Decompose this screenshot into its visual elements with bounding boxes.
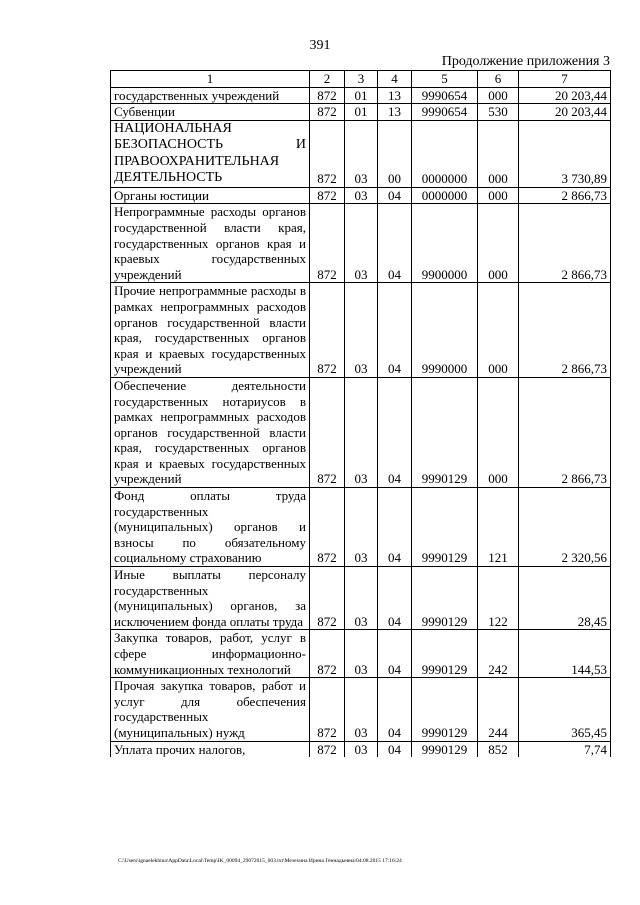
- gr-code-cell: 872: [310, 187, 345, 204]
- target-article-cell: 9990654: [412, 87, 478, 104]
- target-article-cell: 0000000: [412, 187, 478, 204]
- target-article-cell: 9990129: [412, 567, 478, 630]
- continuation-note: Продолжение приложения 3: [441, 54, 610, 69]
- table-row: [111, 120, 611, 187]
- table-row: [111, 678, 611, 741]
- expense-type-cell: 000: [478, 120, 519, 187]
- gr-code-cell: 872: [310, 567, 345, 630]
- name-cell: Органы юстиции: [111, 187, 310, 204]
- section-cell: 03: [345, 120, 378, 187]
- target-article-cell: 9990129: [412, 678, 478, 741]
- gr-code-cell: 872: [310, 204, 345, 283]
- name-cell: Субвенции: [111, 104, 310, 121]
- expense-type-cell: 000: [478, 377, 519, 487]
- amount-cell: 3 730,89: [519, 120, 611, 187]
- target-article-cell: 9990129: [412, 630, 478, 678]
- budget-table: [110, 70, 611, 757]
- target-article-cell: 9990129: [412, 741, 478, 757]
- expense-type-cell: 852: [478, 741, 519, 757]
- table-row: [111, 741, 611, 757]
- gr-code-cell: 872: [310, 741, 345, 757]
- amount-cell: 365,45: [519, 678, 611, 741]
- subsection-cell: 04: [378, 488, 412, 567]
- table-row: [111, 87, 611, 104]
- header-cell: 3: [345, 71, 378, 88]
- gr-code-cell: 872: [310, 120, 345, 187]
- expense-type-cell: 000: [478, 87, 519, 104]
- section-cell: 01: [345, 104, 378, 121]
- name-cell: Прочие непрограммные расходы в рамках непрограммных расходов органов государственной власти края, государственных органов края и краевых государственных учреждений: [111, 283, 310, 378]
- subsection-cell: 13: [378, 104, 412, 121]
- expense-type-cell: 530: [478, 104, 519, 121]
- target-article-cell: 9990000: [412, 283, 478, 378]
- section-cell: 03: [345, 567, 378, 630]
- name-cell: Уплата прочих налогов,: [111, 741, 310, 757]
- table-row: [111, 204, 611, 283]
- target-article-cell: 9990129: [412, 488, 478, 567]
- name-cell: государственных учреждений: [111, 87, 310, 104]
- gr-code-cell: 872: [310, 87, 345, 104]
- amount-cell: 144,53: [519, 630, 611, 678]
- gr-code-cell: 872: [310, 377, 345, 487]
- amount-cell: 28,45: [519, 567, 611, 630]
- table-row: [111, 567, 611, 630]
- header-cell: 4: [378, 71, 412, 88]
- amount-cell: 20 203,44: [519, 87, 611, 104]
- gr-code-cell: 872: [310, 104, 345, 121]
- section-cell: 03: [345, 377, 378, 487]
- header-cell: 2: [310, 71, 345, 88]
- subsection-cell: 00: [378, 120, 412, 187]
- name-cell: Обеспечение деятельности государственных нотариусов в рамках непрограммных расходов органов государственной власти края, государственных органов края и краевых государственных учреждений: [111, 377, 310, 487]
- section-cell: 03: [345, 741, 378, 757]
- expense-type-cell: 121: [478, 488, 519, 567]
- name-cell: Прочая закупка товаров, работ и услуг для обеспечения государственных (муниципальных) нужд: [111, 678, 310, 741]
- section-cell: 03: [345, 204, 378, 283]
- table-row: [111, 187, 611, 204]
- subsection-cell: 04: [378, 377, 412, 487]
- expense-type-cell: 000: [478, 187, 519, 204]
- name-cell: Иные выплаты персоналу государственных (муниципальных) органов, за исключением фонда оплаты труда: [111, 567, 310, 630]
- subsection-cell: 04: [378, 204, 412, 283]
- gr-code-cell: 872: [310, 678, 345, 741]
- table-row: [111, 377, 611, 487]
- subsection-cell: 04: [378, 678, 412, 741]
- expense-type-cell: 244: [478, 678, 519, 741]
- section-cell: 03: [345, 283, 378, 378]
- name-cell: Закупка товаров, работ, услуг в сфере информационно-коммуникационных технологий: [111, 630, 310, 678]
- subsection-cell: 04: [378, 567, 412, 630]
- gr-code-cell: 872: [310, 283, 345, 378]
- subsection-cell: 04: [378, 630, 412, 678]
- amount-cell: 2 866,73: [519, 283, 611, 378]
- amount-cell: 2 866,73: [519, 187, 611, 204]
- header-cell: 6: [478, 71, 519, 88]
- subsection-cell: 13: [378, 87, 412, 104]
- header-cell: 5: [412, 71, 478, 88]
- section-cell: 03: [345, 488, 378, 567]
- footer-path: C:\Users\ignaelekhina\AppData\Local\Temp\IK_00094_29072015_003.txt\Мезехина Ирина Геннадьевна\04.08.2015 17:16:24: [118, 858, 402, 864]
- target-article-cell: 9990129: [412, 377, 478, 487]
- header-cell: 7: [519, 71, 611, 88]
- gr-code-cell: 872: [310, 630, 345, 678]
- section-cell: 03: [345, 630, 378, 678]
- amount-cell: 2 320,56: [519, 488, 611, 567]
- expense-type-cell: 242: [478, 630, 519, 678]
- header-cell: 1: [111, 71, 310, 88]
- name-cell: НАЦИОНАЛЬНАЯ БЕЗОПАСНОСТЬ И ПРАВООХРАНИТЕЛЬНАЯ ДЕЯТЕЛЬНОСТЬ: [111, 120, 310, 187]
- amount-cell: 7,74: [519, 741, 611, 757]
- table-row: [111, 488, 611, 567]
- amount-cell: 2 866,73: [519, 377, 611, 487]
- expense-type-cell: 122: [478, 567, 519, 630]
- page-number: 391: [309, 38, 331, 53]
- name-cell: Непрограммные расходы органов государственной власти края, государственных органов края и краевых государственных учреждений: [111, 204, 310, 283]
- gr-code-cell: 872: [310, 488, 345, 567]
- target-article-cell: 9900000: [412, 204, 478, 283]
- table-header-row: [111, 71, 611, 88]
- expense-type-cell: 000: [478, 204, 519, 283]
- target-article-cell: 9990654: [412, 104, 478, 121]
- table-row: [111, 283, 611, 378]
- section-cell: 03: [345, 187, 378, 204]
- expense-type-cell: 000: [478, 283, 519, 378]
- amount-cell: 2 866,73: [519, 204, 611, 283]
- name-cell: Фонд оплаты труда государственных (муниципальных) органов и взносы по обязательному социальному страхованию: [111, 488, 310, 567]
- subsection-cell: 04: [378, 741, 412, 757]
- table-row: [111, 104, 611, 121]
- subsection-cell: 04: [378, 187, 412, 204]
- table-row: [111, 630, 611, 678]
- amount-cell: 20 203,44: [519, 104, 611, 121]
- subsection-cell: 04: [378, 283, 412, 378]
- target-article-cell: 0000000: [412, 120, 478, 187]
- section-cell: 03: [345, 678, 378, 741]
- section-cell: 01: [345, 87, 378, 104]
